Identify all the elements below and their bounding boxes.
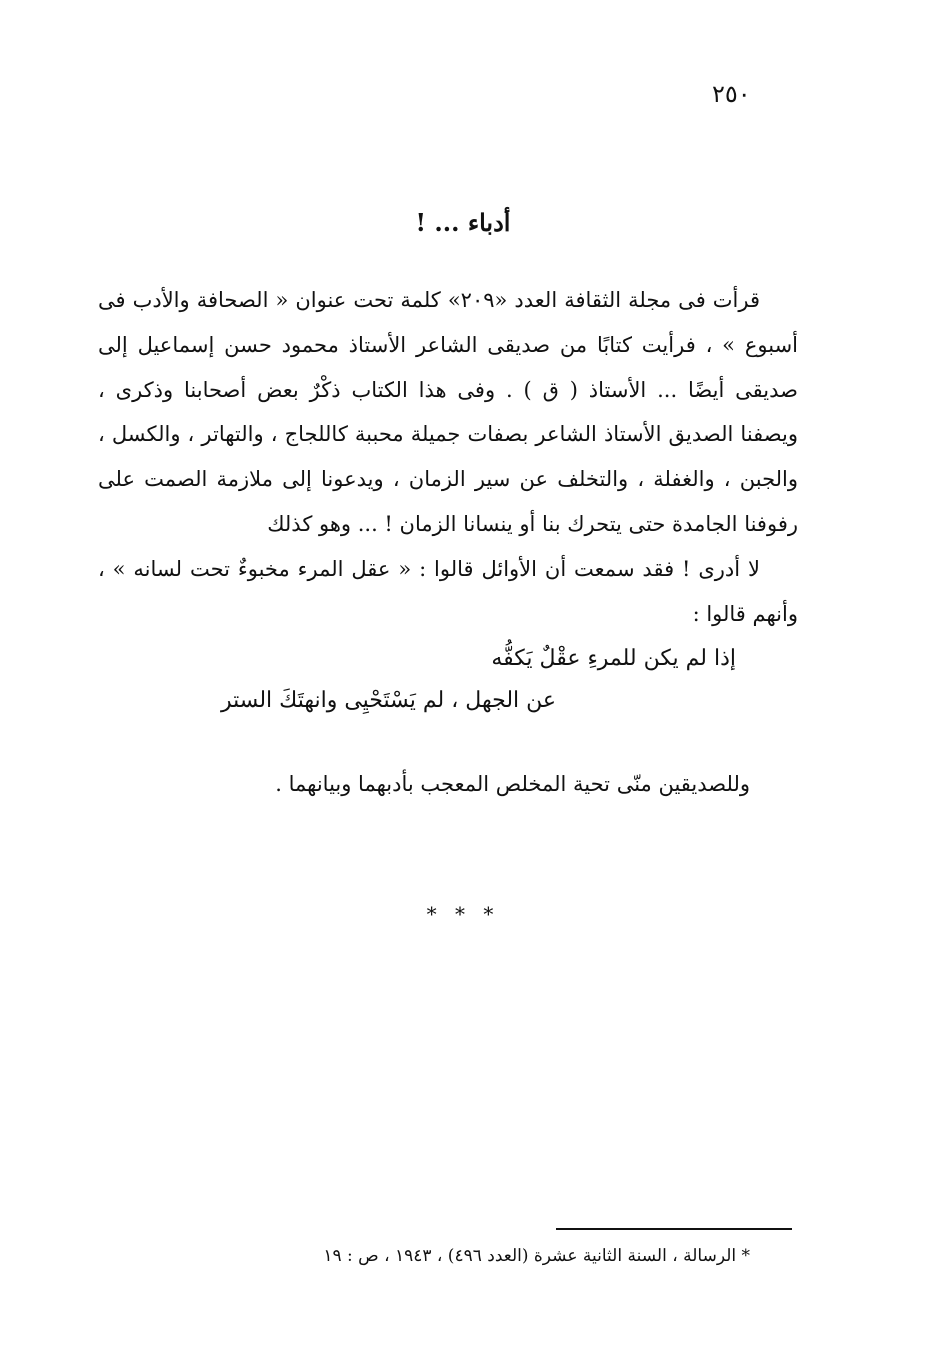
footnote-rule — [556, 1228, 792, 1230]
article-body — [98, 278, 798, 636]
article-title: أدباء ... ! — [415, 208, 511, 237]
paragraph-1: قرأت فى مجلة الثقافة العدد «٢٠٩» كلمة تحت عنوان « الصحافة والأدب فى أسبوع » ، فرأيت كتابًا من صديقى الشاعر الأستاذ محمود حسن إسماعيل إلى صديقى أيضًا ... الأستاذ ( ق ) . وفى هذا الكتاب ذكْرٌ بعض أصحابنا وذكرى ، ويصفنا الصديق الأستاذ الشاعر بصفات جميلة محببة كاللجاج ، والتهاتر ، والكسل ، والجبن ، والغفلة ، والتخلف عن سير الزمان ، ويدعونا إلى ملازمة الصمت على رفوفنا الجامدة حتى يتحرك بنا أو ينسانا الزمان ! ... وهو كذلك — [98, 288, 798, 536]
footnote: * الرسالة ، السنة الثانية عشرة (العدد ٤٩٦) ، ١٩٤٣ ، ص : ١٩ — [323, 1246, 750, 1266]
page-number: ٢٥٠ — [712, 80, 751, 108]
closing-line: وللصديقين منّى تحية المخلص المعجب بأدبهما وبيانهما . — [275, 772, 750, 796]
section-separator: * * * — [426, 902, 500, 926]
verse-line-1: إذا لم يكن للمرءِ عقْلٌ يَكفُّه — [491, 646, 736, 671]
paragraph-2: لا أدرى ! فقد سمعت أن الأوائل قالوا : « عقل المرء مخبوءٌ تحت لسانه » ، وأنهم قالوا : — [98, 556, 798, 626]
verse-line-2: عن الجهل ، لم يَسْتَحْيِى وانهتَكَ الستر — [220, 688, 556, 713]
